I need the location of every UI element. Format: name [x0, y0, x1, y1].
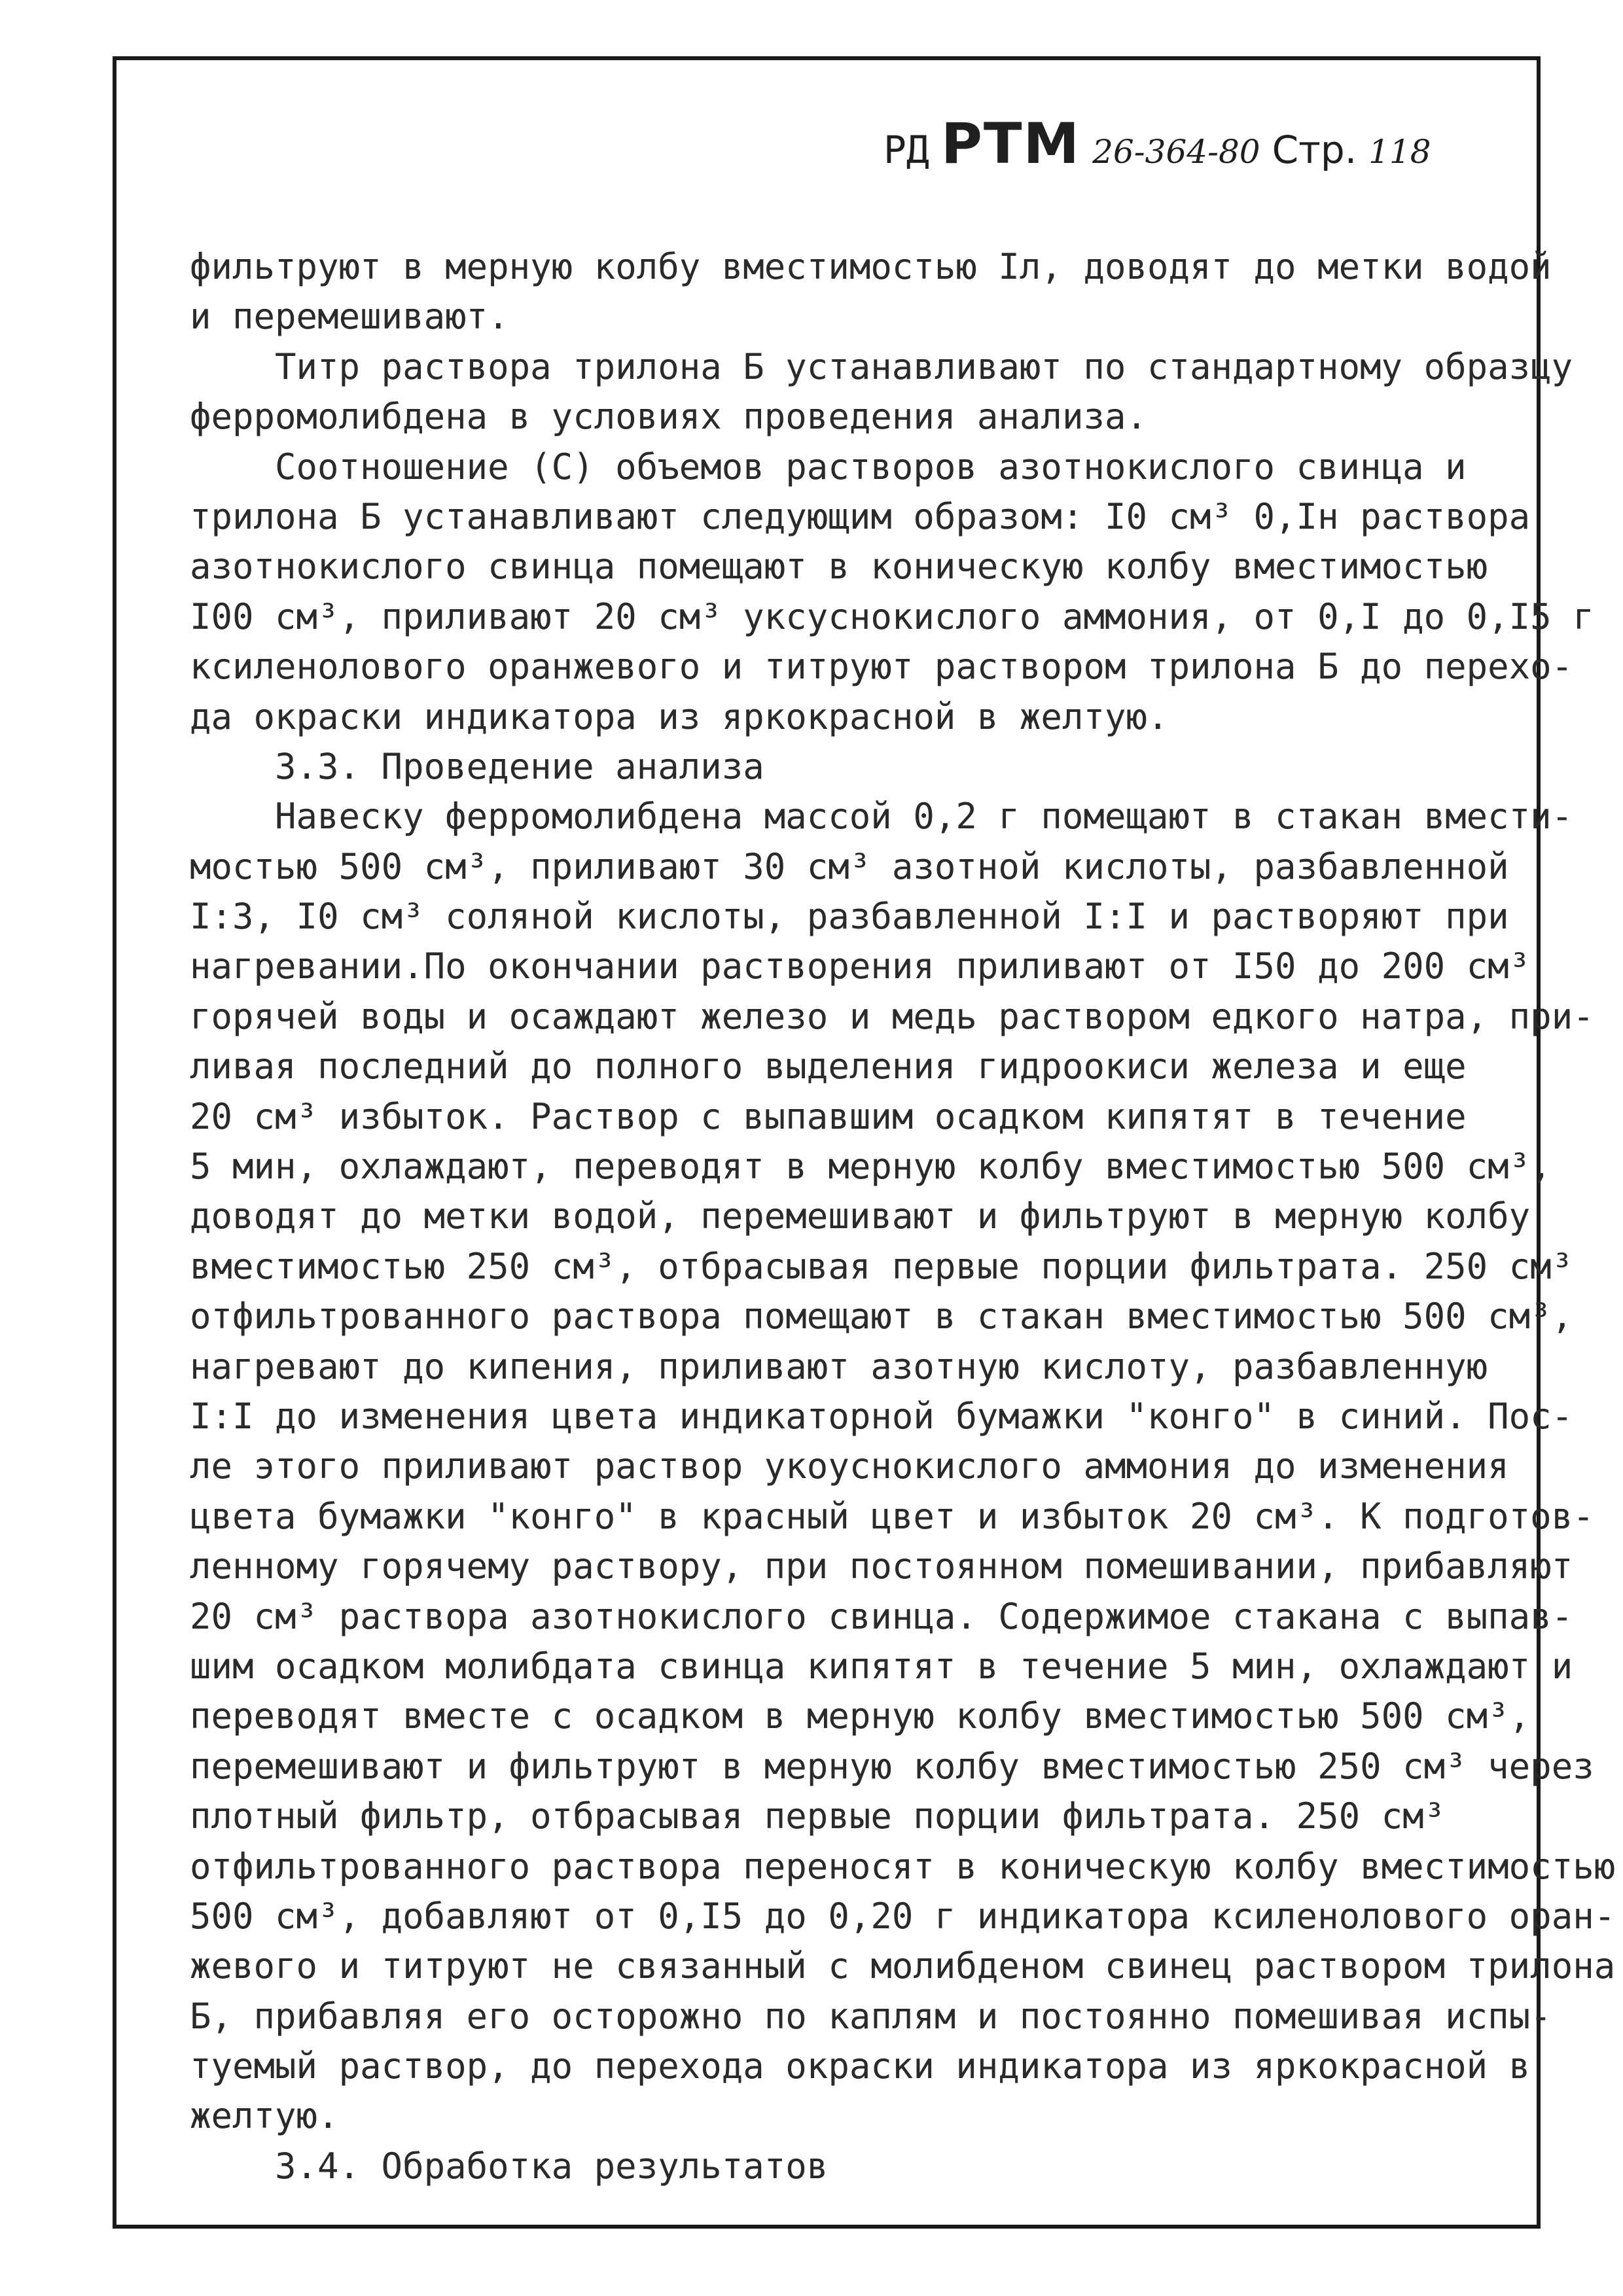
text-line: перемешивают и фильтруют в мерную колбу вместимостью 250 см³ через: [190, 1745, 1594, 1787]
text-line: горячей воды и осаждают железо и медь раствором едкого натра, при-: [190, 995, 1594, 1037]
text-line: и перемешивают.: [190, 296, 509, 338]
text-line: ливая последний до полного выделения гидроокиси железа и еще: [190, 1046, 1467, 1087]
text-line: 500 см³, добавляют от 0,I5 до 0,20 г индикатора ксиленолового оран-: [190, 1895, 1616, 1937]
document-header: [883, 111, 1431, 190]
text-line: туемый раствор, до перехода окраски индикатора из яркокрасной в: [190, 2045, 1531, 2087]
text-line: шим осадком молибдата свинца кипятят в течение 5 мин, охлаждают и: [190, 1645, 1573, 1687]
text-line: ленному горячему раствору, при постоянном помешивании, прибавляют: [190, 1545, 1573, 1587]
text-line: отфильтрованного раствора помещают в стакан вместимостью 500 см³,: [190, 1296, 1573, 1337]
header-prefix: РД: [883, 128, 929, 172]
text-line: фильтруют в мерную колбу вместимостью Iл, доводят до метки водой: [190, 246, 1552, 287]
text-line: ферромолибдена в условиях проведения анализа.: [190, 396, 1147, 438]
section-heading: 3.3. Проведение анализа: [275, 745, 764, 787]
text-line: 5 мин, охлаждают, переводят в мерную колбу вместимостью 500 см³,: [190, 1146, 1552, 1188]
header-page-number: 118: [1368, 133, 1431, 171]
text-line: отфильтрованного раствора переносят в коническую колбу вместимостью: [190, 1845, 1616, 1887]
text-line: нагревают до кипения, приливают азотную кислоту, разбавленную: [190, 1345, 1488, 1387]
text-line: цвета бумажки "конго" в красный цвет и избыток 20 см³. К подготов-: [190, 1495, 1594, 1537]
text-line: ксиленолового оранжевого и титруют раствором трилона Б до перехо-: [190, 646, 1573, 688]
text-line: Навеску ферромолибдена массой 0,2 г помещают в стакан вмести-: [275, 796, 1573, 838]
header-page-label: Стр.: [1272, 128, 1357, 172]
header-document-number: 26-364-80: [1092, 133, 1260, 171]
section-heading: 3.4. Обработка результатов: [275, 2145, 829, 2187]
text-line: вместимостью 250 см³, отбрасывая первые порции фильтрата. 250 см³: [190, 1245, 1573, 1287]
text-line: жевого и титруют не связанный с молибденом свинец раствором трилона: [190, 1945, 1616, 1987]
text-line: Б, прибавляя его осторожно по каплям и постоянно помешивая испы-: [190, 1995, 1552, 2037]
text-line: Соотношение (С) объемов растворов азотнокислого свинца и: [275, 446, 1467, 487]
text-line: 20 см³ избыток. Раствор с выпавшим осадком кипятят в течение: [190, 1095, 1467, 1137]
text-line: переводят вместе с осадком в мерную колбу вместимостью 500 см³,: [190, 1695, 1531, 1737]
body-text: [190, 242, 1616, 2191]
text-line: I:I до изменения цвета индикаторной бумажки "конго" в синий. Пос-: [190, 1395, 1573, 1437]
text-line: I00 см³, приливают 20 см³ уксуснокислого аммония, от 0,I до 0,I5 г: [190, 595, 1594, 637]
text-line: 20 см³ раствора азотнокислого свинца. Содержимое стакана с выпав-: [190, 1595, 1573, 1637]
text-line: желтую.: [190, 2095, 339, 2137]
text-line: да окраски индикатора из яркокрасной в желтую.: [190, 696, 1169, 737]
text-line: азотнокислого свинца помещают в коническую колбу вместимостью: [190, 546, 1488, 588]
text-line: доводят до метки водой, перемешивают и фильтруют в мерную колбу: [190, 1195, 1531, 1237]
text-line: плотный фильтр, отбрасывая первые порции фильтрата. 250 см³: [190, 1795, 1446, 1837]
header-document-code: РТМ: [940, 111, 1081, 177]
text-line: мостью 500 см³, приливают 30 см³ азотной кислоты, разбавленной: [190, 845, 1509, 887]
text-line: I:3, I0 см³ соляной кислоты, разбавленной I:I и растворяют при: [190, 896, 1509, 938]
text-line: ле этого приливают раствор укоуснокислого аммония до изменения: [190, 1445, 1509, 1487]
text-line: нагревании.По окончании растворения приливают от I50 до 200 см³: [190, 945, 1531, 987]
text-line: Титр раствора трилона Б устанавливают по стандартному образцу: [275, 345, 1573, 387]
text-line: трилона Б устанавливают следующим образом: I0 см³ 0,Iн раствора: [190, 495, 1531, 537]
